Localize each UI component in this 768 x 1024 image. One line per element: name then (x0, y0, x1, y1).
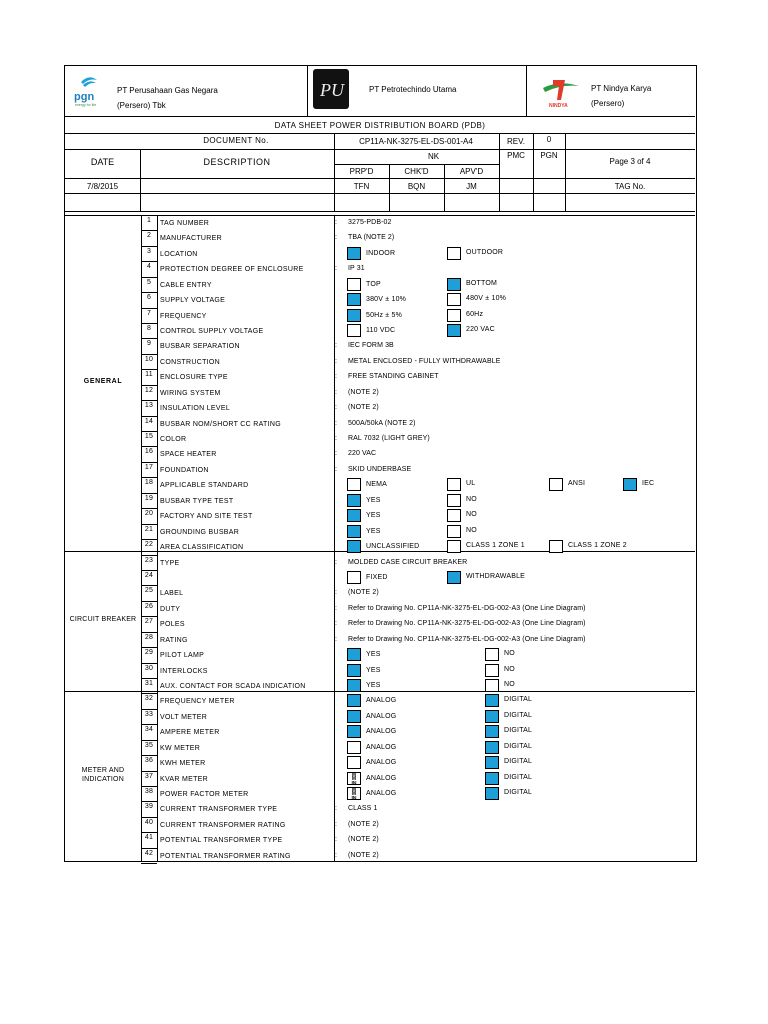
row-colon: : (335, 820, 338, 828)
option-label: YES (366, 681, 381, 689)
row-value: (NOTE 2) (348, 589, 379, 597)
row-label: POTENTIAL TRANSFORMER TYPE (160, 837, 283, 845)
pu-logo (313, 69, 349, 109)
row-colon: : (335, 589, 338, 597)
row-colon: : (335, 450, 338, 458)
section-meter-line2: INDICATION (82, 776, 124, 783)
svg-text:pgn: pgn (74, 91, 95, 103)
row-value: (NOTE 2) (348, 388, 379, 396)
rev-value: 0 (546, 135, 552, 144)
row-colon: : (335, 219, 338, 226)
row-colon: : (335, 357, 338, 365)
option-checkbox[interactable] (447, 571, 461, 584)
row-label: COLOR (160, 436, 187, 443)
option-checkbox[interactable] (347, 509, 361, 522)
row-colon: : (335, 404, 338, 412)
option-checkbox[interactable] (485, 694, 499, 707)
row-number: 17 (144, 463, 154, 471)
row-value: MOLDED CASE CIRCUIT BREAKER (348, 558, 468, 566)
row-label: TAG NUMBER (160, 220, 210, 227)
row-colon: : (335, 373, 338, 381)
row-number: 2 (146, 232, 152, 240)
row-value: IP 31 (348, 265, 365, 273)
row-number: 42 (144, 849, 154, 857)
option-label: TOP (366, 280, 381, 288)
option-checkbox[interactable] (447, 540, 461, 553)
option-label: FIXED (366, 573, 388, 581)
option-checkbox[interactable] (485, 772, 499, 785)
option-checkbox[interactable] (549, 540, 563, 553)
row-value: (NOTE 2) (348, 851, 379, 859)
chkd-value: BQN (407, 182, 426, 191)
row-number: 26 (144, 602, 154, 610)
row-label: BUSBAR NOM/SHORT CC RATING (160, 420, 281, 428)
option-checkbox[interactable] (485, 787, 499, 800)
row-number: 38 (144, 787, 154, 795)
company2-name: PT Petrotechindo Utama (369, 85, 457, 94)
row-value: 3275-PDB-02 (348, 219, 392, 226)
row-number: 10 (144, 355, 154, 363)
row-number: 24 (144, 571, 154, 579)
option-label: INDOOR (366, 249, 396, 257)
option-checkbox[interactable] (447, 509, 461, 522)
document-no-value: CP11A-NK-3275-EL-DS-001-A4 (359, 137, 473, 146)
option-label: ANALOG (366, 759, 397, 766)
row-number: 11 (145, 371, 153, 379)
row-colon: : (335, 836, 338, 844)
row-label: POWER FACTOR METER (160, 790, 249, 798)
option-label: NEMA (366, 481, 388, 489)
row-colon: : (335, 851, 338, 859)
option-label: NO (504, 665, 515, 673)
row-number: 32 (144, 695, 154, 703)
option-checkbox[interactable] (485, 710, 499, 723)
option-checkbox[interactable] (485, 648, 499, 661)
row-value: (NOTE 2) (348, 836, 379, 844)
option-checkbox[interactable] (447, 247, 461, 260)
option-checkbox[interactable] (347, 324, 361, 337)
option-label: 50Hz ± 5% (366, 311, 402, 319)
row-value: Refer to Drawing No. CP11A-NK-3275-EL-DG-002-A3 (One Line Diagram) (348, 620, 586, 628)
date-value: 7/8/2015 (86, 182, 119, 191)
row-number: 19 (144, 494, 154, 502)
row-value: METAL ENCLOSED - FULLY WITHDRAWABLE (348, 357, 501, 365)
row-label: LOCATION (160, 250, 198, 258)
option-label: NO (504, 680, 515, 688)
row-label: AMPERE METER (160, 729, 220, 737)
option-label: DIGITAL (504, 742, 533, 750)
row-label: KW METER (160, 744, 201, 752)
pgn-label: PGN (540, 151, 558, 160)
row-number: 18 (144, 479, 154, 487)
row-label: MANUFACTURER (160, 235, 222, 243)
option-checkbox[interactable] (347, 293, 361, 306)
option-label: DIGITAL (504, 727, 533, 735)
row-label: POTENTIAL TRANSFORMER RATING (160, 852, 291, 860)
company1-name-line2: (Persero) Tbk (117, 101, 166, 110)
tag-no-label: TAG No. (614, 182, 646, 191)
row-number: 21 (144, 525, 154, 533)
option-checkbox[interactable] (485, 664, 499, 677)
option-checkbox[interactable] (347, 247, 361, 260)
row-value: Refer to Drawing No. CP11A-NK-3275-EL-DG-002-A3 (One Line Diagram) (348, 604, 586, 612)
option-checkbox[interactable] (447, 309, 461, 322)
option-label: DIGITAL (504, 773, 533, 781)
apvd-label: APV'D (459, 167, 484, 176)
section-general: GENERAL (83, 378, 123, 385)
company3-name-line1: PT Nindya Karya (591, 84, 652, 93)
row-number: 15 (144, 433, 154, 440)
row-colon: : (335, 265, 338, 273)
option-checkbox[interactable] (447, 494, 461, 507)
row-colon: : (335, 465, 338, 473)
svg-text:energy for life: energy for life (75, 103, 97, 107)
option-label: NO (504, 650, 515, 657)
row-number: 31 (144, 679, 154, 687)
pgn-logo (71, 72, 107, 108)
row-number: 39 (144, 803, 154, 811)
row-number: 5 (146, 278, 152, 286)
row-number: 36 (144, 757, 154, 764)
row-label: FREQUENCY (160, 312, 207, 320)
option-label: CLASS 1 ZONE 2 (568, 542, 627, 549)
row-label: POLES (160, 621, 185, 629)
row-number: 1 (146, 217, 152, 224)
option-label: ANALOG (366, 712, 397, 720)
row-number: 35 (144, 741, 154, 749)
row-colon: : (335, 234, 338, 242)
option-label: 60Hz (466, 310, 484, 318)
rev-label: REV. (507, 137, 525, 146)
prpd-label: PRP'D (349, 167, 374, 176)
row-label: INTERLOCKS (160, 667, 208, 675)
row-label: KVAR METER (160, 775, 208, 783)
option-label: OUTDOOR (466, 248, 504, 256)
row-label: FOUNDATION (160, 466, 209, 474)
row-number: 33 (144, 710, 154, 718)
row-value: 500A/50kA (NOTE 2) (348, 419, 416, 427)
row-number: 3 (146, 247, 152, 255)
row-label: CONTROL SUPPLY VOLTAGE (160, 328, 264, 335)
option-label: 220 VAC (466, 326, 495, 333)
row-number: 12 (144, 386, 154, 394)
row-number: 23 (144, 556, 154, 564)
option-checkbox[interactable] (347, 571, 361, 584)
row-value: Refer to Drawing No. CP11A-NK-3275-EL-DG-002-A3 (One Line Diagram) (348, 635, 586, 643)
option-label: YES (366, 527, 381, 535)
row-label: CABLE ENTRY (160, 281, 212, 289)
row-label: DUTY (160, 605, 181, 613)
option-label: ANSI (568, 480, 586, 488)
row-number: 13 (144, 402, 154, 410)
option-label: DIGITAL (504, 758, 533, 765)
row-label: BUSBAR TYPE TEST (160, 497, 234, 505)
row-number: 9 (146, 340, 152, 348)
pmc-label: PMC (507, 151, 525, 160)
option-label: DIGITAL (504, 788, 533, 796)
option-checkbox[interactable] (447, 478, 461, 491)
option-label: YES (366, 666, 381, 674)
row-value: (NOTE 2) (348, 404, 379, 412)
row-number: 6 (146, 294, 152, 302)
row-label: TYPE (160, 559, 180, 567)
option-checkbox[interactable] (347, 741, 361, 754)
row-label: AREA CLASSIFICATION (160, 544, 244, 551)
row-colon: : (335, 435, 338, 442)
row-label: SPACE HEATER (160, 451, 217, 459)
row-label: CONSTRUCTION (160, 358, 220, 366)
row-value: (NOTE 2) (348, 820, 379, 828)
row-number: 41 (144, 834, 154, 842)
row-number: 8 (146, 325, 152, 332)
row-number: 4 (146, 263, 152, 271)
option-checkbox[interactable] (485, 679, 499, 692)
option-checkbox[interactable] (347, 664, 361, 677)
apvd-value: JM (466, 182, 477, 191)
row-number: 14 (144, 417, 154, 425)
row-label: WIRING SYSTEM (160, 389, 221, 397)
option-checkbox[interactable] (347, 756, 361, 769)
row-colon: : (335, 558, 338, 566)
option-checkbox[interactable] (447, 324, 461, 337)
option-checkbox[interactable]: M M IN (347, 772, 361, 785)
row-label: ENCLOSURE TYPE (160, 374, 228, 382)
row-value: 220 VAC (348, 450, 377, 458)
option-checkbox[interactable] (485, 741, 499, 754)
option-label: ANALOG (366, 789, 397, 797)
row-label: PILOT LAMP (160, 652, 205, 659)
row-number: 40 (144, 818, 154, 826)
row-number: 27 (144, 618, 154, 626)
option-checkbox[interactable]: M M IN (347, 787, 361, 800)
option-label: UL (466, 480, 476, 488)
option-label: CLASS 1 ZONE 1 (466, 542, 525, 549)
row-number: 20 (144, 510, 154, 518)
row-label: RATING (160, 636, 188, 644)
option-checkbox[interactable] (347, 494, 361, 507)
option-label: ANALOG (366, 743, 397, 751)
row-number: 25 (144, 587, 154, 595)
option-label: ANALOG (366, 774, 397, 782)
company3-name-line2: (Persero) (591, 99, 625, 108)
option-label: WITHDRAWABLE (466, 572, 526, 580)
option-label: NO (466, 511, 477, 519)
row-label: CURRENT TRANSFORMER TYPE (160, 806, 278, 814)
row-label: INSULATION LEVEL (160, 405, 231, 413)
row-label: VOLT METER (160, 713, 208, 721)
option-label: NO (466, 495, 477, 503)
row-label: GROUNDING BUSBAR (160, 528, 240, 536)
option-label: YES (366, 496, 381, 504)
svg-text:PU: PU (320, 80, 344, 100)
row-number: 29 (144, 649, 154, 656)
option-checkbox[interactable] (447, 278, 461, 291)
row-colon: : (335, 388, 338, 396)
option-checkbox[interactable] (485, 725, 499, 738)
option-label: YES (366, 512, 381, 520)
option-label: NO (466, 526, 477, 534)
row-value: SKID UNDERBASE (348, 465, 412, 473)
row-number: 7 (146, 309, 152, 317)
option-checkbox[interactable] (447, 293, 461, 306)
row-label: FACTORY AND SITE TEST (160, 513, 253, 521)
row-number: 16 (144, 448, 154, 456)
option-checkbox[interactable] (549, 478, 563, 491)
option-label: 110 VDC (366, 327, 396, 334)
row-value: RAL 7032 (LIGHT GREY) (348, 435, 430, 442)
option-checkbox[interactable] (347, 725, 361, 738)
option-checkbox[interactable] (447, 525, 461, 538)
row-label: CURRENT TRANSFORMER RATING (160, 821, 286, 829)
option-checkbox[interactable] (347, 648, 361, 661)
row-colon: : (335, 635, 338, 643)
row-number: 37 (144, 772, 154, 780)
row-label: SUPPLY VOLTAGE (160, 297, 226, 305)
option-checkbox[interactable] (347, 278, 361, 291)
chkd-label: CHK'D (404, 167, 429, 176)
option-label: 480V ± 10% (466, 295, 507, 303)
row-number: 34 (144, 726, 154, 734)
option-checkbox[interactable] (347, 679, 361, 692)
description-label: DESCRIPTION (203, 157, 271, 167)
option-checkbox[interactable] (347, 478, 361, 491)
option-checkbox[interactable] (347, 540, 361, 553)
row-value: CLASS 1 (348, 805, 378, 813)
option-label: BOTTOM (466, 279, 498, 287)
row-colon: : (335, 342, 338, 350)
page-title: DATA SHEET POWER DISTRIBUTION BOARD (PDB) (274, 121, 486, 130)
option-checkbox[interactable] (347, 710, 361, 723)
row-colon: : (335, 604, 338, 612)
company1-name-line1: PT Perusahaan Gas Negara (117, 86, 218, 95)
option-label: ANALOG (366, 697, 397, 705)
row-label: APPLICABLE STANDARD (160, 482, 249, 490)
row-number: 22 (144, 541, 154, 548)
option-label: DIGITAL (504, 696, 533, 704)
row-label: FREQUENCY METER (160, 698, 235, 706)
row-label: PROTECTION DEGREE OF ENCLOSURE (160, 266, 304, 274)
option-checkbox[interactable] (347, 525, 361, 538)
section-meter-line1: METER AND (81, 767, 125, 774)
svg-text:NINDYA: NINDYA (549, 103, 568, 109)
row-value: TBA (NOTE 2) (348, 234, 395, 242)
row-label: KWH METER (160, 760, 206, 767)
section-circuit-breaker: CIRCUIT BREAKER (69, 616, 137, 623)
row-number: 28 (144, 633, 154, 641)
option-checkbox[interactable] (347, 694, 361, 707)
option-label: ANALOG (366, 728, 397, 736)
prpd-value: TFN (353, 182, 370, 191)
document-no-label: DOCUMENT No. (203, 136, 269, 145)
option-label: 380V ± 10% (366, 296, 407, 304)
option-label: DIGITAL (504, 711, 533, 719)
row-number: 30 (144, 664, 154, 672)
date-label: DATE (90, 157, 115, 167)
option-checkbox[interactable] (485, 756, 499, 769)
option-label: YES (366, 651, 381, 658)
row-colon: : (335, 419, 338, 427)
row-colon: : (335, 620, 338, 628)
row-value: IEC FORM 3B (348, 342, 394, 350)
option-label: IEC (642, 480, 655, 488)
nk-label: NK (427, 152, 440, 161)
row-label: BUSBAR SEPARATION (160, 343, 240, 351)
nindya-logo (539, 76, 585, 110)
row-value: FREE STANDING CABINET (348, 373, 439, 381)
row-colon: : (335, 805, 338, 813)
option-checkbox[interactable] (623, 478, 637, 491)
row-label: LABEL (160, 590, 184, 598)
option-label: UNCLASSIFIED (366, 543, 420, 550)
page-number: Page 3 of 4 (609, 157, 651, 166)
datasheet-page (64, 65, 697, 862)
option-checkbox[interactable] (347, 309, 361, 322)
row-label: AUX. CONTACT FOR SCADA INDICATION (160, 682, 306, 690)
